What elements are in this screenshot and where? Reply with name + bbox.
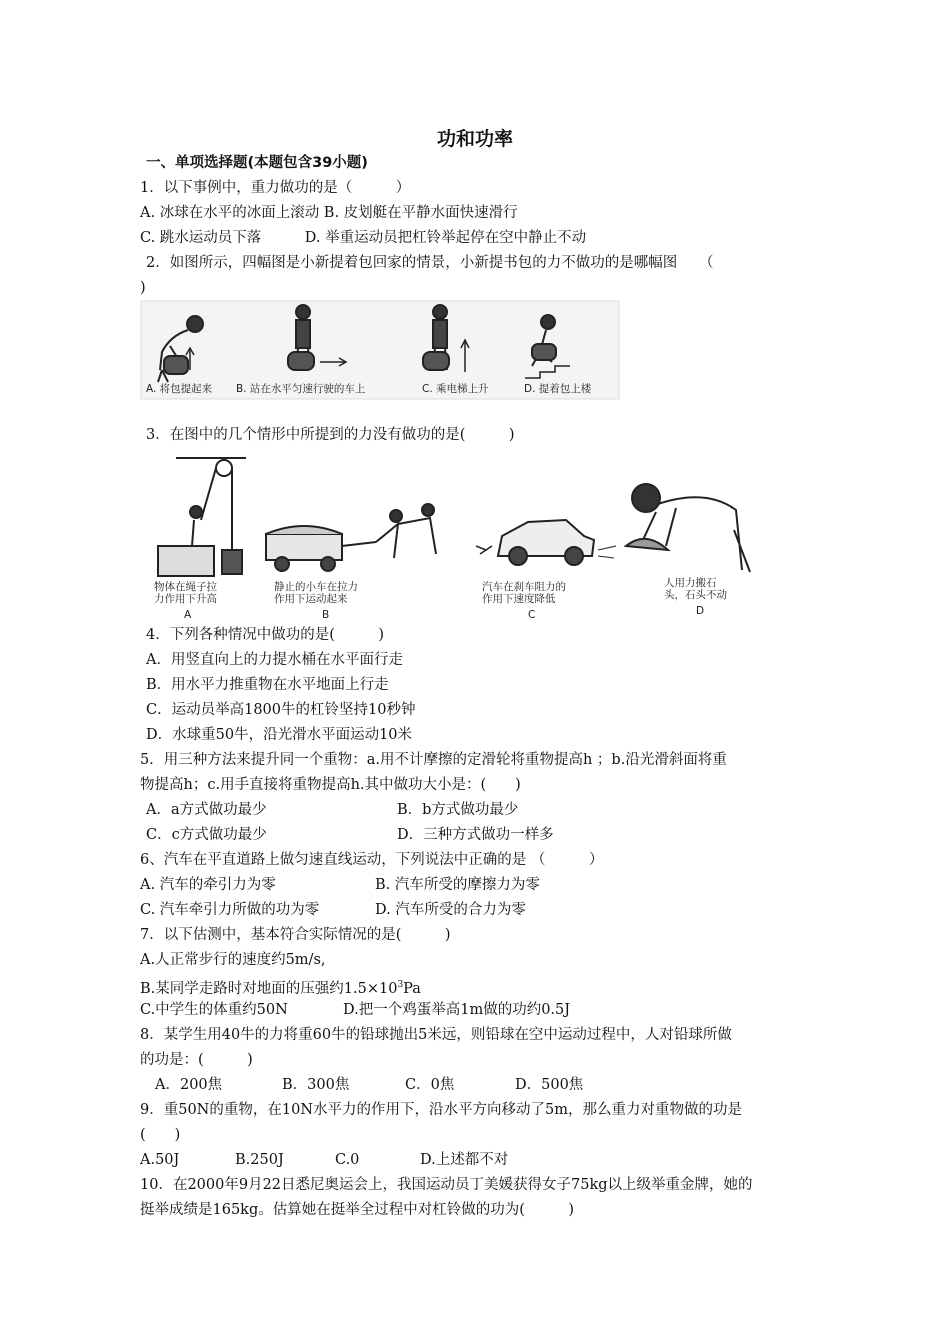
q4-option-c: C．运动员举高1800牛的杠铃坚持10秒钟	[146, 702, 416, 718]
q3-caption-c-l1: 汽车在刹车阻力的	[482, 581, 566, 593]
q2-stem: 2．如图所示，四幅图是小新提着包回家的情景，小新提书包的力不做功的是哪幅图 （	[146, 255, 714, 271]
q3-caption-c-l2: 作用下速度降低	[482, 593, 556, 605]
q4-option-d: D．水球重50牛，沿光滑水平面运动10米	[146, 727, 413, 743]
q4-stem: 4．下列各种情况中做功的是( )	[146, 627, 385, 643]
q2-caption-c: C. 乘电梯上升	[422, 383, 489, 395]
q9-option-b: B.250J	[235, 1152, 284, 1168]
q5-option-b: B．b方式做功最少	[397, 802, 519, 818]
q8-stem: 8．某学生用40牛的力将重60牛的铅球抛出5米远，则铅球在空中运动过程中，人对铅球所做	[140, 1027, 732, 1043]
q10-stem-cont: 挺举成绩是165kg。估算她在挺举全过程中对杠铃做的功为( )	[140, 1202, 575, 1218]
q3-tag-b: B	[322, 609, 330, 620]
q3-caption-a-l2: 力作用下升高	[154, 593, 217, 605]
q2-caption-a: A. 将包提起来	[146, 383, 213, 395]
q3-figure-d-person	[626, 484, 750, 572]
q9-option-d: D.上述都不对	[420, 1152, 509, 1168]
section-heading: 一、单项选择题(本题包含39小题)	[146, 155, 368, 171]
q6-option-b: B. 汽车所受的摩擦力为零	[375, 877, 540, 893]
q3-caption-a-l1: 物体在绳子拉	[154, 581, 217, 593]
q5-option-d: D．三种方式做功一样多	[397, 827, 554, 843]
q8-option-b: B．300焦	[282, 1077, 350, 1093]
q5-option-a: A．a方式做功最少	[146, 802, 267, 818]
q2-figure	[140, 300, 620, 400]
q7-option-a: A.人正常步行的速度约5m/s,	[140, 952, 326, 968]
q5-stem: 5．用三种方法来提升同一个重物：a.用不计摩擦的定滑轮将重物提高h ；b.沿光滑斜面将重	[140, 752, 727, 768]
q6-option-a: A. 汽车的牵引力为零	[140, 877, 276, 893]
q4-option-b: B．用水平力推重物在水平地面上行走	[146, 677, 389, 693]
q2-caption-b: B. 站在水平匀速行驶的车上	[236, 383, 366, 395]
q1-options-cd: C. 跳水运动员下落 D. 举重运动员把杠铃举起停在空中静止不动	[140, 230, 587, 246]
q8-option-a: A．200焦	[155, 1077, 223, 1093]
q8-stem-cont: 的功是：( )	[140, 1052, 253, 1068]
q3-stem: 3．在图中的几个情形中所提到的力没有做功的是( )	[146, 427, 515, 443]
q3-tag-a: A	[184, 609, 192, 620]
q6-option-c: C. 汽车牵引力所做的功为零	[140, 902, 320, 918]
q3-tag-d: D	[696, 605, 705, 617]
q7-option-c: C.中学生的体重约50N	[140, 1002, 288, 1018]
q7-option-d: D.把一个鸡蛋举高1m做的功约0.5J	[343, 1002, 571, 1018]
q6-option-d: D. 汽车所受的合力为零	[375, 902, 526, 918]
q7-option-b: B.某同学走路时对地面的压强约$1.5\times 10^3Pa$	[140, 980, 421, 997]
q9-option-c: C.0	[335, 1152, 360, 1168]
q5-stem-cont: 物提高h；c.用手直接将重物提高h.其中做功大小是：( )	[140, 777, 521, 793]
q5-option-c: C．c方式做功最少	[146, 827, 267, 843]
q3-caption-d-l2: 头，石头不动	[664, 589, 727, 601]
q3-caption-b-l1: 静止的小车在拉力	[274, 581, 358, 593]
q7-stem: 7．以下估测中，基本符合实际情况的是( )	[140, 927, 451, 943]
q4-option-a: A．用竖直向上的力提水桶在水平面行走	[146, 652, 403, 668]
q8-option-d: D．500焦	[515, 1077, 584, 1093]
q3-figure-a-pulley	[158, 458, 246, 576]
q9-option-a: A.50J	[140, 1152, 180, 1168]
q1-stem: 1．以下事例中，重力做功的是（ ）	[140, 180, 411, 196]
q9-stem-cont: ( )	[140, 1127, 181, 1143]
q6-stem: 6、汽车在平直道路上做匀速直线运动，下列说法中正确的是 （ ）	[140, 852, 604, 868]
q3-figure-c-car	[476, 520, 616, 565]
q3-figure	[146, 450, 760, 620]
q2-caption-d: D. 提着包上楼	[524, 383, 592, 395]
q3-figure-b-cart	[266, 504, 436, 571]
q3-caption-b-l2: 作用下运动起来	[274, 593, 348, 605]
q9-stem: 9．重50N的重物，在10N水平力的作用下，沿水平方向移动了5m，那么重力对重物做的功是	[140, 1102, 742, 1118]
q1-options-ab: A. 冰球在水平的冰面上滚动 B. 皮划艇在平静水面快速滑行	[140, 205, 518, 221]
q8-option-c: C．0焦	[405, 1077, 455, 1093]
q3-caption-d-l1: 人用力搬石	[664, 577, 717, 589]
page-title: 功和功率	[436, 128, 513, 150]
q10-stem: 10．在2000年9月22日悉尼奥运会上，我国运动员丁美媛获得女子75kg以上级举重金牌，她的	[140, 1177, 753, 1193]
q3-tag-c: C	[528, 609, 536, 620]
q2-stem-cont: )	[140, 280, 146, 296]
